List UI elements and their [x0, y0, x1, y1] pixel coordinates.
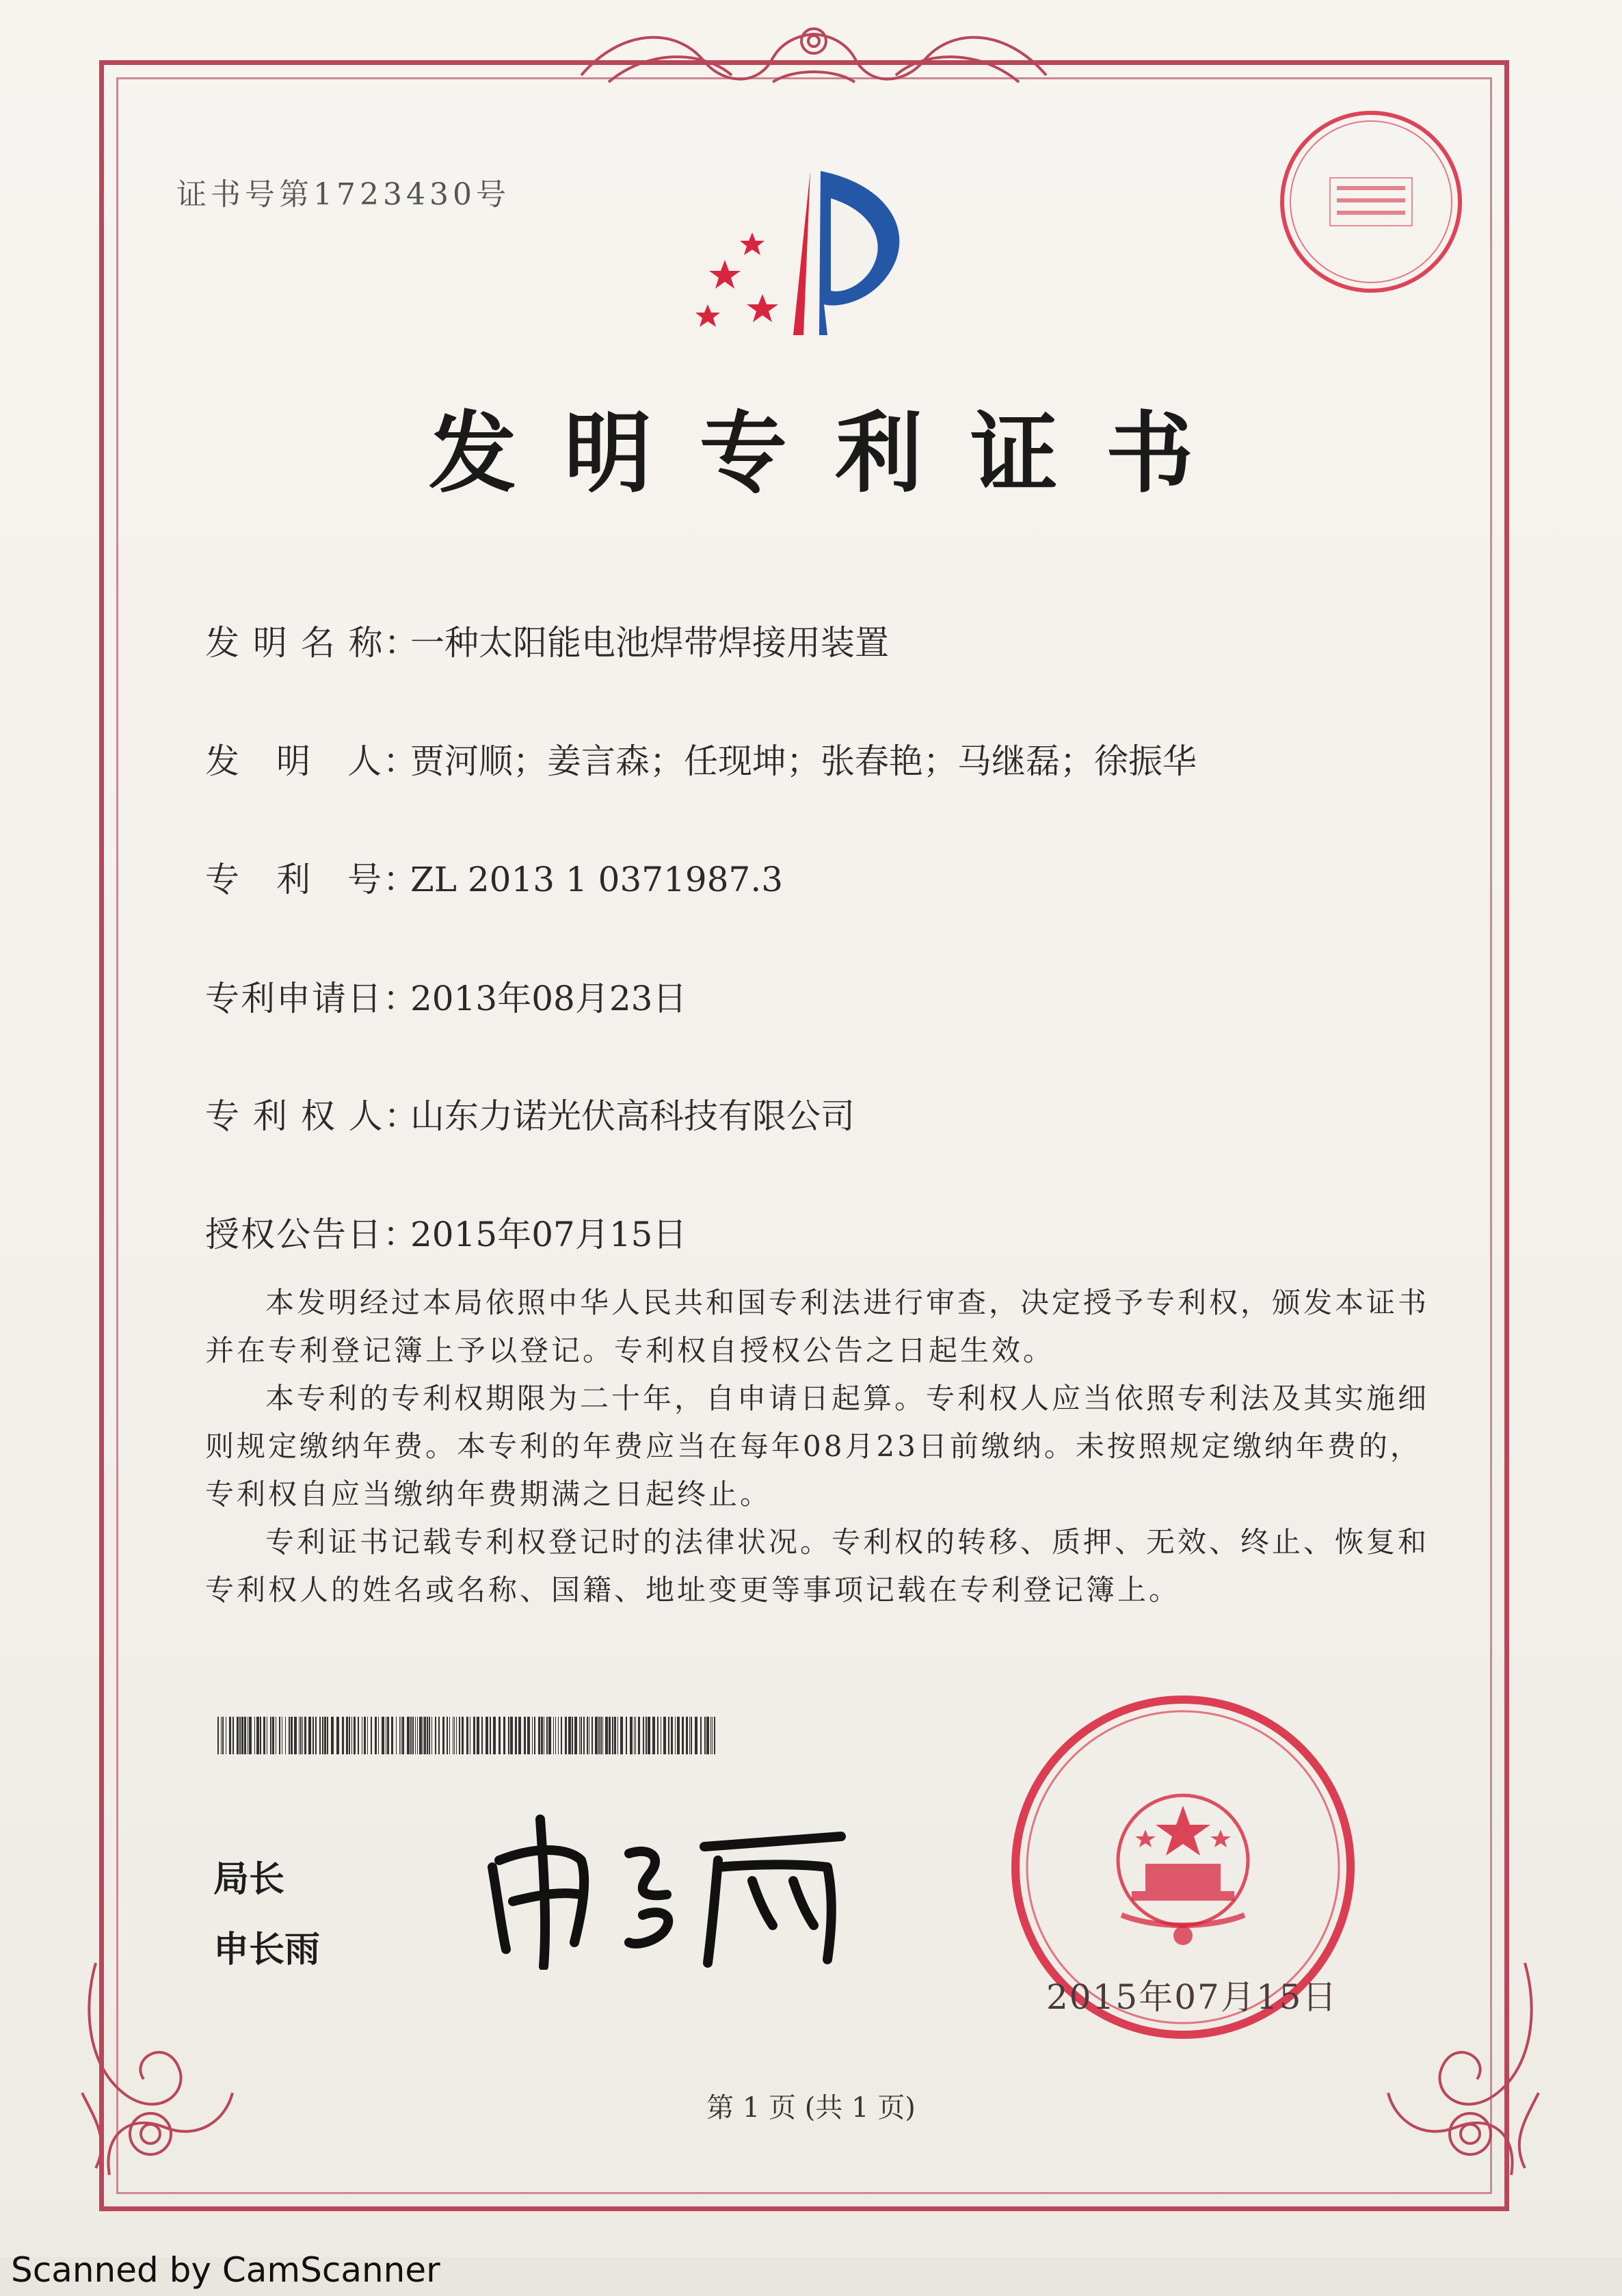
barcode-bar	[477, 1717, 479, 1754]
barcode-bar	[700, 1717, 702, 1754]
barcode-bar	[466, 1717, 468, 1754]
barcode-bar	[459, 1717, 460, 1754]
barcode-bar	[600, 1717, 602, 1754]
barcode-bar	[620, 1717, 623, 1754]
barcode-bar	[710, 1717, 711, 1754]
barcode-bar	[371, 1717, 372, 1754]
barcode-bar	[375, 1717, 377, 1754]
field-invention-name	[205, 616, 889, 665]
barcode-bar	[561, 1717, 562, 1754]
barcode-bar	[583, 1717, 585, 1754]
barcode-bar	[291, 1717, 293, 1754]
barcode-bar	[396, 1717, 397, 1754]
barcode-bar	[256, 1717, 259, 1754]
barcode-bar	[663, 1717, 666, 1754]
barcode-bar	[221, 1717, 222, 1754]
barcode-bar	[367, 1717, 368, 1754]
certificate-title: 发明专利证书	[428, 402, 1241, 505]
barcode-bar	[595, 1717, 598, 1754]
barcode-bar	[294, 1717, 297, 1754]
barcode-bar	[260, 1717, 261, 1754]
barcode-bar	[442, 1717, 444, 1754]
barcode-bar	[675, 1717, 676, 1754]
field-label: 专利申请日：	[205, 979, 418, 1018]
barcode-bar	[602, 1717, 603, 1754]
barcode-bar	[300, 1717, 302, 1754]
barcode-bar	[313, 1717, 314, 1754]
barcode-bar	[402, 1717, 404, 1754]
barcode-bar	[689, 1717, 690, 1754]
field-label: 发 明 人：	[205, 741, 418, 781]
barcode-bar	[617, 1717, 618, 1754]
barcode-bar	[634, 1717, 635, 1754]
barcode-bar	[462, 1717, 464, 1754]
barcode-bar	[635, 1717, 636, 1754]
barcode-bar	[695, 1717, 697, 1754]
field-grant-date	[205, 1207, 687, 1256]
barcode-bar	[704, 1717, 706, 1754]
barcode-bar	[289, 1717, 290, 1754]
barcode-bar	[438, 1717, 440, 1754]
barcode-bar	[609, 1717, 611, 1754]
barcode-bar	[503, 1717, 505, 1754]
barcode-bar	[391, 1717, 393, 1754]
barcode-bar	[424, 1717, 426, 1754]
barcode-bar	[493, 1717, 496, 1754]
barcode-bar	[349, 1717, 350, 1754]
barcode-bar	[415, 1717, 416, 1754]
barcode-bar	[351, 1717, 352, 1754]
seal-date: 2015年07月15日	[1046, 1977, 1338, 2017]
barcode-bar	[515, 1717, 517, 1754]
barcode-bar	[324, 1717, 326, 1754]
field-label: 专 利 号：	[205, 860, 418, 899]
barcode-bar	[498, 1717, 501, 1754]
barcode-bar	[668, 1717, 669, 1754]
barcode-bar	[327, 1717, 328, 1754]
barcode-bar	[677, 1717, 680, 1754]
barcode-bar	[538, 1717, 540, 1754]
barcode-bar	[548, 1717, 551, 1754]
barcode-bar	[241, 1717, 243, 1754]
barcode-bar	[481, 1717, 483, 1754]
barcode-bar	[302, 1717, 303, 1754]
barcode-bar	[682, 1717, 684, 1754]
barcode-bar	[612, 1717, 613, 1754]
barcode-bar	[605, 1717, 608, 1754]
barcode-bar	[652, 1717, 655, 1754]
barcode-bar	[387, 1717, 389, 1754]
barcode-bar	[319, 1717, 321, 1754]
body-paragraph: 本发明经过本局依照中华人民共和国专利法进行审查，决定授予专利权，颁发本证书并在专利登记簿上予以登记。专利权自授权公告之日起生效。	[205, 1286, 1430, 1367]
barcode-bar	[712, 1717, 713, 1754]
barcode-bar	[546, 1717, 548, 1754]
field-value: 2013年08月23日	[410, 979, 687, 1018]
field-value: 贾河顺；姜言森；任现坤；张春艳；马继磊；徐振华	[410, 741, 1197, 781]
barcode-bar	[254, 1717, 255, 1754]
body-paragraph: 专利证书记载专利权登记时的法律状况。专利权的转移、质押、无效、终止、恢复和专利权人的姓名或名称、国籍、地址变更等事项记载在专利登记簿上。	[205, 1525, 1430, 1607]
certificate-number: 证书号第1723430号	[176, 177, 510, 212]
barcode-bar	[342, 1717, 344, 1754]
top-ornament	[568, 21, 1060, 96]
barcode-bar	[598, 1717, 600, 1754]
barcode-bar	[568, 1717, 571, 1754]
barcode-bar	[299, 1717, 300, 1754]
field-inventors	[205, 734, 1197, 783]
barcode-bar	[518, 1717, 521, 1754]
field-value: ZL 2013 1 0371987.3	[410, 860, 784, 899]
barcode-bar	[263, 1717, 265, 1754]
barcode-bar	[646, 1717, 647, 1754]
barcode-bar	[574, 1717, 577, 1754]
barcode-bar	[591, 1717, 593, 1754]
barcode-bar	[410, 1717, 412, 1754]
barcode-bar	[217, 1717, 219, 1754]
barcode-bar	[671, 1717, 673, 1754]
barcode	[217, 1717, 717, 1754]
barcode-bar	[555, 1717, 556, 1754]
barcode-bar	[249, 1717, 252, 1754]
barcode-bar	[429, 1717, 430, 1754]
barcode-bar	[510, 1717, 513, 1754]
field-label: 授权公告日：	[205, 1215, 418, 1254]
small-official-seal	[1272, 103, 1470, 301]
barcode-bar	[532, 1717, 533, 1754]
barcode-bar	[473, 1717, 475, 1754]
barcode-bar	[527, 1717, 530, 1754]
barcode-bar	[686, 1717, 688, 1754]
barcode-bar	[308, 1717, 311, 1754]
barcode-bar	[449, 1717, 450, 1754]
barcode-bar	[427, 1717, 428, 1754]
barcode-bar	[431, 1717, 432, 1754]
barcode-bar	[706, 1717, 709, 1754]
barcode-bar	[447, 1717, 448, 1754]
barcode-bar	[508, 1717, 509, 1754]
barcode-bar	[524, 1717, 526, 1754]
certificate-body	[205, 1279, 1450, 1614]
patent-office-emblem	[684, 157, 944, 356]
body-paragraph: 本专利的专利权期限为二十年，自申请日起算。专利权人应当依照专利法及其实施细则规定缴纳年费。本专利的年费应当在每年08月23日前缴纳。未按照规定缴纳年费的，专利权自应当缴纳年费期满之日起终止。	[205, 1382, 1430, 1511]
barcode-bar	[565, 1717, 567, 1754]
barcode-bar	[237, 1717, 239, 1754]
barcode-bar	[222, 1717, 224, 1754]
barcode-bar	[244, 1717, 246, 1754]
scanner-watermark: Scanned by CamScanner	[11, 2250, 440, 2290]
field-label: 发 明 名 称：	[205, 623, 420, 663]
barcode-bar	[541, 1717, 543, 1754]
barcode-bar	[304, 1717, 306, 1754]
barcode-bar	[382, 1717, 384, 1754]
barcode-bar	[346, 1717, 348, 1754]
barcode-bar	[643, 1717, 644, 1754]
barcode-bar	[648, 1717, 650, 1754]
barcode-bar	[456, 1717, 457, 1754]
barcode-bar	[331, 1717, 334, 1754]
barcode-bar	[272, 1717, 274, 1754]
barcode-bar	[534, 1717, 535, 1754]
barcode-bar	[490, 1717, 491, 1754]
barcode-bar	[638, 1717, 640, 1754]
barcode-bar	[322, 1717, 323, 1754]
barcode-bar	[579, 1717, 580, 1754]
barcode-bar	[336, 1717, 339, 1754]
field-patentee	[205, 1089, 855, 1138]
director-name: 申长雨	[213, 1929, 321, 1970]
barcode-bar	[358, 1717, 359, 1754]
barcode-bar	[714, 1717, 715, 1754]
bottom-left-ornament	[68, 1956, 246, 2182]
field-value: 2015年07月15日	[410, 1215, 687, 1254]
barcode-bar	[229, 1717, 231, 1754]
field-label: 专 利 权 人：	[205, 1096, 420, 1136]
field-value: 一种太阳能电池焊带焊接用装置	[410, 623, 889, 663]
barcode-bar	[285, 1717, 286, 1754]
barcode-bar	[454, 1717, 455, 1754]
barcode-bar	[364, 1717, 366, 1754]
barcode-bar	[657, 1717, 659, 1754]
barcode-bar	[572, 1717, 573, 1754]
barcode-bar	[417, 1717, 418, 1754]
barcode-bar	[407, 1717, 410, 1754]
barcode-bar	[626, 1717, 627, 1754]
barcode-bar	[399, 1717, 400, 1754]
barcode-bar	[354, 1717, 356, 1754]
field-patent-number	[205, 852, 783, 901]
barcode-bar	[630, 1717, 633, 1754]
barcode-bar	[581, 1717, 582, 1754]
director-title: 局长	[213, 1859, 285, 1900]
barcode-bar	[587, 1717, 588, 1754]
field-value: 山东力诺光伏高科技有限公司	[410, 1096, 855, 1136]
barcode-bar	[232, 1717, 234, 1754]
barcode-bar	[270, 1717, 271, 1754]
barcode-bar	[419, 1717, 422, 1754]
barcode-bar	[486, 1717, 488, 1754]
director-signature	[472, 1806, 855, 1970]
barcode-bar	[279, 1717, 280, 1754]
barcode-bar	[315, 1717, 317, 1754]
bottom-right-ornament	[1374, 1956, 1552, 2182]
barcode-bar	[614, 1717, 616, 1754]
barcode-bar	[378, 1717, 379, 1754]
barcode-bar	[435, 1717, 436, 1754]
barcode-bar	[691, 1717, 692, 1754]
barcode-bar	[412, 1717, 414, 1754]
barcode-bar	[239, 1717, 241, 1754]
page-number: 第 1 页 (共 1 页)	[706, 2092, 916, 2124]
barcode-bar	[553, 1717, 554, 1754]
field-application-date	[205, 971, 687, 1020]
barcode-bar	[558, 1717, 559, 1754]
